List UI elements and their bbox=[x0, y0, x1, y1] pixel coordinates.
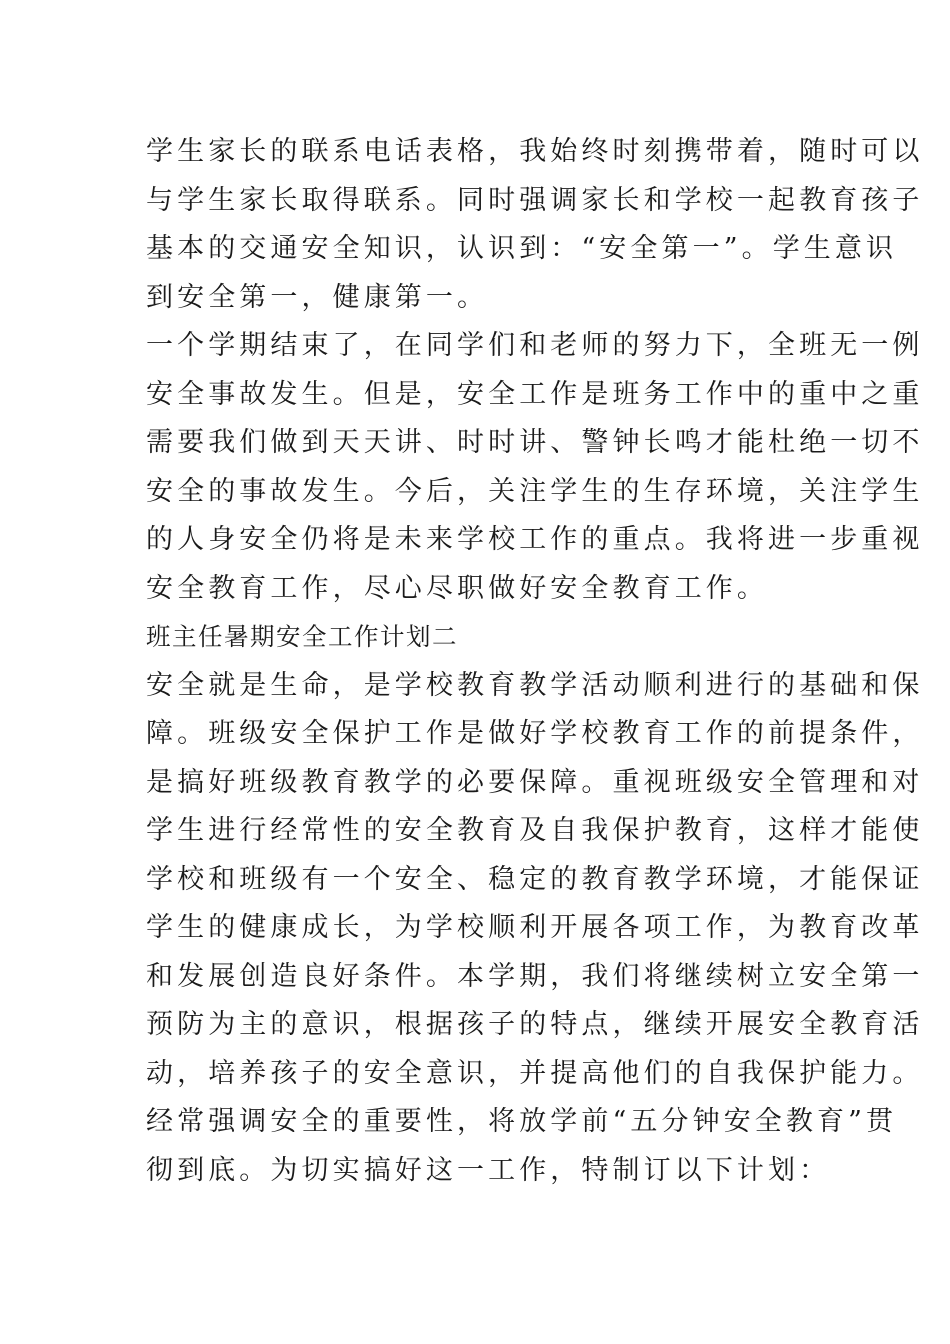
text-line: 安全教育工作，尽心尽职做好安全教育工作。 bbox=[146, 572, 768, 604]
text-line: 安全事故发生。但是，安全工作是班务工作中的重中之重 bbox=[146, 378, 924, 410]
text-line: 学校和班级有一个安全、稳定的教育教学环境，才能保证 bbox=[146, 863, 924, 895]
section-heading: 班主任暑期安全工作计划二 bbox=[146, 622, 458, 651]
text-line: 安全就是生命，是学校教育教学活动顺利进行的基础和保 bbox=[146, 669, 924, 701]
text-line: 的人身安全仍将是未来学校工作的重点。我将进一步重视 bbox=[146, 524, 924, 555]
text-line: 学生家长的联系电话表格，我始终时刻携带着，随时可以 bbox=[146, 136, 924, 167]
text-line: 学生进行经常性的安全教育及自我保护教育，这样才能使 bbox=[146, 815, 924, 846]
text-line: 一个学期结束了，在同学们和老师的努力下，全班无一例 bbox=[146, 330, 924, 361]
text-line: 基本的交通安全知识，认识到：“安全第一”。学生意识 bbox=[146, 233, 898, 264]
text-line: 与学生家长取得联系。同时强调家长和学校一起教育孩子 bbox=[146, 184, 924, 216]
text-line: 需要我们做到天天讲、时时讲、警钟长鸣才能杜绝一切不 bbox=[146, 427, 924, 458]
text-line: 动，培养孩子的安全意识，并提高他们的自我保护能力。 bbox=[146, 1057, 924, 1089]
text-line: 到安全第一，健康第一。 bbox=[146, 281, 489, 313]
text-line: 安全的事故发生。今后，关注学生的生存环境，关注学生 bbox=[146, 475, 924, 507]
text-line: 和发展创造良好条件。本学期，我们将继续树立安全第一 bbox=[146, 960, 924, 992]
text-line: 是搞好班级教育教学的必要保障。重视班级安全管理和对 bbox=[146, 766, 924, 798]
text-line: 预防为主的意识，根据孩子的特点，继续开展安全教育活 bbox=[146, 1009, 924, 1040]
text-line: 障。班级安全保护工作是做好学校教育工作的前提条件， bbox=[146, 718, 924, 749]
text-line: 经常强调安全的重要性，将放学前“五分钟安全教育”贯 bbox=[146, 1106, 898, 1137]
text-line: 彻到底。为切实搞好这一工作，特制订以下计划： bbox=[146, 1154, 831, 1186]
document-body bbox=[146, 128, 924, 1195]
text-line: 学生的健康成长，为学校顺利开展各项工作，为教育改革 bbox=[146, 912, 924, 943]
